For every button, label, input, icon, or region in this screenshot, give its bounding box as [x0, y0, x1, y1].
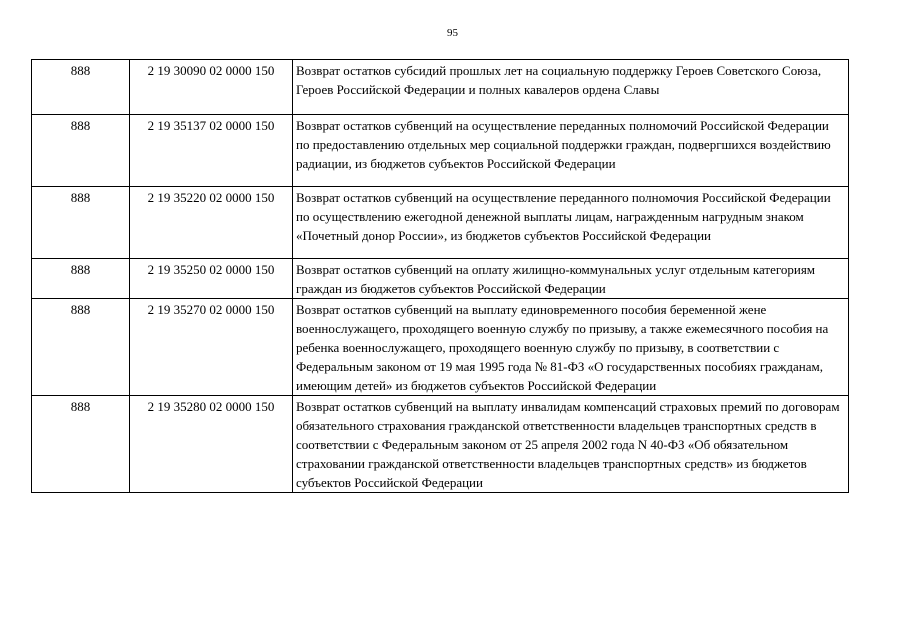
revenue-name-cell: Возврат остатков субвенций на выплату единовременного пособия беременной жене военнослужащего, проходящего военную службу по призыву, а также ежемесячного пособия на ребенка военнослужащего, проходящего военную службу по призыву, в соответствии с Федеральным законом от 19 мая 1995 года № 81-ФЗ «О государственных пособиях гражданам, имеющим детей» из бюджетов субъектов Российской Федерации [293, 299, 849, 396]
revenue-name-cell: Возврат остатков субвенций на оплату жилищно-коммунальных услуг отдельным категориям граждан из бюджетов субъектов Российской Федерации [293, 259, 849, 299]
table-row [32, 299, 849, 396]
admin-code-cell: 888 [32, 259, 130, 299]
admin-code-cell: 888 [32, 187, 130, 259]
table-row [32, 60, 849, 115]
revenue-name-cell: Возврат остатков субвенций на выплату инвалидам компенсаций страховых премий по договорам обязательного страхования гражданской ответственности владельцев транспортных средств в соответствии с Федеральным законом от 25 апреля 2002 года N 40-ФЗ «Об обязательном страховании гражданской ответственности владельцев транспортных средств» из бюджетов субъектов Российской Федерации [293, 396, 849, 493]
table-row [32, 396, 849, 493]
budget-code-cell: 2 19 30090 02 0000 150 [130, 60, 293, 115]
budget-code-cell: 2 19 35270 02 0000 150 [130, 299, 293, 396]
table-row [32, 115, 849, 187]
budget-classification-table [31, 59, 849, 493]
page-number: 95 [447, 27, 458, 39]
table-row [32, 259, 849, 299]
budget-code-cell: 2 19 35137 02 0000 150 [130, 115, 293, 187]
revenue-name-cell: Возврат остатков субвенций на осуществление переданного полномочия Российской Федерации по осуществлению ежегодной денежной выплаты лицам, награжденным нагрудным знаком «Почетный донор России», из бюджетов субъектов Российской Федерации [293, 187, 849, 259]
budget-code-cell: 2 19 35250 02 0000 150 [130, 259, 293, 299]
revenue-name-cell: Возврат остатков субсидий прошлых лет на социальную поддержку Героев Советского Союза, Героев Российской Федерации и полных кавалеров ордена Славы [293, 60, 849, 115]
admin-code-cell: 888 [32, 60, 130, 115]
budget-code-cell: 2 19 35220 02 0000 150 [130, 187, 293, 259]
admin-code-cell: 888 [32, 396, 130, 493]
table-row [32, 187, 849, 259]
admin-code-cell: 888 [32, 299, 130, 396]
admin-code-cell: 888 [32, 115, 130, 187]
revenue-name-cell: Возврат остатков субвенций на осуществление переданных полномочий Российской Федерации по предоставлению отдельных мер социальной поддержки граждан, подвергшихся воздействию радиации, из бюджетов субъектов Российской Федерации [293, 115, 849, 187]
budget-code-cell: 2 19 35280 02 0000 150 [130, 396, 293, 493]
